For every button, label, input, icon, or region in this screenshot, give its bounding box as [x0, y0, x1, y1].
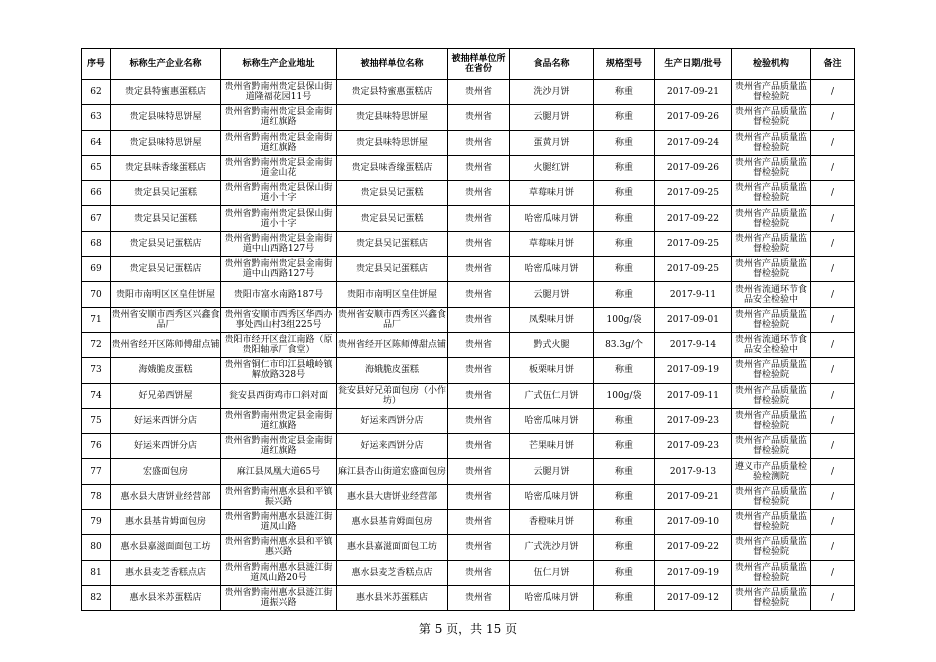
table-cell: 2017-09-21: [655, 80, 732, 105]
table-cell: /: [811, 307, 855, 332]
table-cell: /: [811, 80, 855, 105]
table-cell: 贵定县吴记蛋糕店: [111, 257, 221, 282]
table-cell: 称重: [594, 282, 655, 307]
table-cell: 云腿月饼: [510, 105, 594, 130]
table-cell: 贵州省产品质量监督检验院: [732, 358, 811, 383]
table-cell: 贵定县味特思饼屋: [337, 130, 448, 155]
table-cell: 66: [82, 181, 111, 206]
table-cell: 贵阳市南明区皇佳饼屋: [337, 282, 448, 307]
table-cell: 贵州省产品质量监督检验院: [732, 231, 811, 256]
table-cell: 贵州省: [448, 434, 510, 459]
table-cell: 贵州省: [448, 181, 510, 206]
table-cell: 贵定县味特思饼屋: [111, 105, 221, 130]
table-row: [82, 408, 855, 433]
table-cell: 贵定县味特思饼屋: [337, 105, 448, 130]
table-cell: 贵定县吴记蛋糕店: [337, 257, 448, 282]
table-cell: 贵定县吴记蛋糕店: [111, 231, 221, 256]
table-cell: 2017-09-25: [655, 181, 732, 206]
table-cell: 68: [82, 231, 111, 256]
table-cell: 贵州省: [448, 105, 510, 130]
table-cell: 哈密瓜味月饼: [510, 257, 594, 282]
table-cell: 2017-09-25: [655, 231, 732, 256]
table-cell: 惠水县米苏蛋糕店: [337, 585, 448, 610]
table-cell: 贵定县特蜜惠蛋糕店: [111, 80, 221, 105]
table-cell: 称重: [594, 535, 655, 560]
table-cell: 2017-9-14: [655, 332, 732, 357]
table-cell: 2017-09-23: [655, 434, 732, 459]
table-cell: 哈密瓜味月饼: [510, 206, 594, 231]
table-cell: 称重: [594, 510, 655, 535]
table-cell: 哈密瓜味月饼: [510, 408, 594, 433]
table-cell: 贵州省流通环节食品安全检验中: [732, 282, 811, 307]
table-cell: 惠水县大唐饼业经营部: [111, 484, 221, 509]
table-row: [82, 80, 855, 105]
col-header: 检验机构: [732, 49, 811, 80]
table-cell: 贵州省: [448, 383, 510, 408]
table-cell: 称重: [594, 206, 655, 231]
col-header: 备注: [811, 49, 855, 80]
table-cell: 贵州省: [448, 332, 510, 357]
table-cell: 贵州省: [448, 206, 510, 231]
table-cell: 好运来西饼分店: [111, 408, 221, 433]
table-cell: 称重: [594, 181, 655, 206]
table-cell: /: [811, 105, 855, 130]
table-cell: 67: [82, 206, 111, 231]
table-cell: 2017-09-01: [655, 307, 732, 332]
table-cell: 称重: [594, 257, 655, 282]
table-cell: 宏盛面包房: [111, 459, 221, 484]
table-cell: 称重: [594, 560, 655, 585]
table-cell: 贵州省黔南州贵定县金南街道中山西路127号: [221, 257, 337, 282]
table-cell: 火腿红饼: [510, 155, 594, 180]
table-row: [82, 105, 855, 130]
table-row: [82, 282, 855, 307]
table-cell: 称重: [594, 231, 655, 256]
table-cell: 伍仁月饼: [510, 560, 594, 585]
table-cell: 73: [82, 358, 111, 383]
col-header: 标称生产企业地址: [221, 49, 337, 80]
page-number: 第 5 页，共 15 页: [418, 622, 518, 636]
table-cell: 贵州省: [448, 585, 510, 610]
table-cell: 74: [82, 383, 111, 408]
table-cell: 好兄弟西饼屋: [111, 383, 221, 408]
table-cell: /: [811, 434, 855, 459]
table-cell: 77: [82, 459, 111, 484]
table-cell: /: [811, 181, 855, 206]
table-cell: /: [811, 408, 855, 433]
table-cell: 82: [82, 585, 111, 610]
table-cell: 惠水县麦芝香糕点店: [111, 560, 221, 585]
table-row: [82, 383, 855, 408]
table-cell: 贵州省产品质量监督检验院: [732, 155, 811, 180]
table-cell: 69: [82, 257, 111, 282]
table-cell: 80: [82, 535, 111, 560]
table-row: [82, 130, 855, 155]
table-cell: 贵州省产品质量监督检验院: [732, 105, 811, 130]
table-cell: 惠水县基肯姆面包房: [111, 510, 221, 535]
table-cell: 贵阳市经开区盘江南路（原贵阳轴承厂食堂）: [221, 332, 337, 357]
table-cell: 惠水县基肯姆面包房: [337, 510, 448, 535]
table-cell: 惠水县嘉滋面面包工坊: [111, 535, 221, 560]
table-cell: 83.3g/个: [594, 332, 655, 357]
table-cell: /: [811, 231, 855, 256]
table-cell: 76: [82, 434, 111, 459]
table-cell: 100g/袋: [594, 383, 655, 408]
table-cell: 贵州省产品质量监督检验院: [732, 383, 811, 408]
table-row: [82, 181, 855, 206]
table-cell: /: [811, 332, 855, 357]
table-cell: 好运来西饼分店: [337, 434, 448, 459]
table-cell: 芒果味月饼: [510, 434, 594, 459]
table-cell: 海娥脆皮蛋糕: [337, 358, 448, 383]
table-cell: 贵州省产品质量监督检验院: [732, 535, 811, 560]
table-cell: /: [811, 282, 855, 307]
table-cell: 好运来西饼分店: [111, 434, 221, 459]
table-cell: 云腿月饼: [510, 282, 594, 307]
table-cell: 贵州省产品质量监督检验院: [732, 206, 811, 231]
table-row: [82, 257, 855, 282]
table-cell: 惠水县米苏蛋糕店: [111, 585, 221, 610]
table-cell: 贵州省: [448, 358, 510, 383]
col-header: 被抽样单位所在省份: [448, 49, 510, 80]
table-row: [82, 535, 855, 560]
table-cell: 贵州省: [448, 459, 510, 484]
table-cell: /: [811, 484, 855, 509]
table-cell: 草莓味月饼: [510, 181, 594, 206]
table-row: [82, 459, 855, 484]
table-cell: 65: [82, 155, 111, 180]
table-cell: 贵州省安顺市西秀区华西办事处西山村3组225号: [221, 307, 337, 332]
table-cell: 贵州省: [448, 80, 510, 105]
table-cell: 2017-09-25: [655, 257, 732, 282]
table-cell: 2017-09-11: [655, 383, 732, 408]
table-cell: 凤梨味月饼: [510, 307, 594, 332]
table-cell: 贵州省黔南州贵定县金南街道红旗路: [221, 105, 337, 130]
col-header: 被抽样单位名称: [337, 49, 448, 80]
table-cell: 贵州省黔南州惠水县涟江街道凤山路20号: [221, 560, 337, 585]
table-cell: 贵州省流通环节食品安全检验中: [732, 332, 811, 357]
table-cell: 79: [82, 510, 111, 535]
table-cell: 2017-09-26: [655, 105, 732, 130]
table-cell: 贵州省黔南州贵定县保山街道隆福花园11号: [221, 80, 337, 105]
table-cell: 称重: [594, 459, 655, 484]
table-cell: 贵州省产品质量监督检验院: [732, 585, 811, 610]
table-cell: 72: [82, 332, 111, 357]
table-cell: 2017-09-19: [655, 560, 732, 585]
table-cell: 75: [82, 408, 111, 433]
table-cell: /: [811, 535, 855, 560]
table-cell: 香橙味月饼: [510, 510, 594, 535]
table-cell: 贵定县吴记蛋糕店: [337, 231, 448, 256]
table-cell: 78: [82, 484, 111, 509]
table-cell: 贵定县吴记蛋糕: [337, 181, 448, 206]
table-cell: 贵州省黔南州贵定县金南街道红旗路: [221, 130, 337, 155]
table-cell: 海娥脆皮蛋糕: [111, 358, 221, 383]
table-cell: 称重: [594, 358, 655, 383]
table-row: [82, 155, 855, 180]
table-cell: 贵定县特蜜惠蛋糕店: [337, 80, 448, 105]
table-cell: 惠水县大唐饼业经营部: [337, 484, 448, 509]
table-cell: 贵州省: [448, 408, 510, 433]
table-cell: 贵州省: [448, 282, 510, 307]
table-cell: 麻江县凤凰大道65号: [221, 459, 337, 484]
table-cell: 贵州省铜仁市印江县峨岭镇解放路328号: [221, 358, 337, 383]
table-row: [82, 206, 855, 231]
table-cell: 贵州省安顺市西秀区兴鑫食品厂: [337, 307, 448, 332]
table-cell: 贵州省: [448, 257, 510, 282]
table-cell: 贵州省: [448, 560, 510, 585]
table-cell: 63: [82, 105, 111, 130]
table-row: [82, 560, 855, 585]
table-row: [82, 231, 855, 256]
table-cell: 贵州省黔南州惠水县和平镇振兴路: [221, 484, 337, 509]
table-row: [82, 484, 855, 509]
table-cell: 贵州省产品质量监督检验院: [732, 434, 811, 459]
table-cell: 2017-09-10: [655, 510, 732, 535]
table-cell: 2017-09-21: [655, 484, 732, 509]
table-cell: 洗沙月饼: [510, 80, 594, 105]
table-cell: 贵州省黔南州贵定县保山街道小十字: [221, 206, 337, 231]
table-cell: 71: [82, 307, 111, 332]
table-cell: 贵定县吴记蛋糕: [111, 206, 221, 231]
table-cell: /: [811, 560, 855, 585]
col-header: 食品名称: [510, 49, 594, 80]
table-cell: 贵州省黔南州贵定县金南街道中山西路127号: [221, 231, 337, 256]
table-cell: 贵州省产品质量监督检验院: [732, 130, 811, 155]
table-cell: 2017-09-22: [655, 535, 732, 560]
table-cell: 瓮安县西街鸡市口斜对面: [221, 383, 337, 408]
table-cell: 2017-09-26: [655, 155, 732, 180]
table-cell: 2017-09-24: [655, 130, 732, 155]
table-cell: 贵州省黔南州贵定县金南街道红旗路: [221, 434, 337, 459]
table-cell: 贵州省产品质量监督检验院: [732, 408, 811, 433]
table-cell: 惠水县嘉滋面面包工坊: [337, 535, 448, 560]
table-cell: 哈密瓜味月饼: [510, 484, 594, 509]
table-row: [82, 434, 855, 459]
table-cell: 贵州省黔南州贵定县保山街道小十字: [221, 181, 337, 206]
table-cell: 惠水县麦芝香糕点店: [337, 560, 448, 585]
table-cell: 贵州省: [448, 484, 510, 509]
table-cell: 2017-09-23: [655, 408, 732, 433]
inspection-table: [81, 48, 855, 611]
table-cell: 2017-9-11: [655, 282, 732, 307]
table-cell: 哈密瓜味月饼: [510, 585, 594, 610]
table-cell: 麻江县杏山街道宏盛面包房: [337, 459, 448, 484]
table-cell: 贵州省: [448, 231, 510, 256]
table-cell: 瓮安县好兄弟面包房（小作坊）: [337, 383, 448, 408]
table-cell: 贵州省: [448, 130, 510, 155]
table-cell: 贵定县味特思饼屋: [111, 130, 221, 155]
table-row: [82, 358, 855, 383]
table-cell: 贵州省产品质量监督检验院: [732, 560, 811, 585]
table-cell: /: [811, 206, 855, 231]
table-cell: 草莓味月饼: [510, 231, 594, 256]
table-cell: 云腿月饼: [510, 459, 594, 484]
table-cell: 贵定县味香缘蛋糕店: [111, 155, 221, 180]
table-cell: 好运来西饼分店: [337, 408, 448, 433]
table-cell: /: [811, 358, 855, 383]
table-cell: 贵阳市富水南路187号: [221, 282, 337, 307]
table-cell: 贵阳市南明区区皇佳饼屋: [111, 282, 221, 307]
table-cell: 贵州省: [448, 510, 510, 535]
table-cell: 广式洗沙月饼: [510, 535, 594, 560]
table-cell: 81: [82, 560, 111, 585]
table-cell: 贵定县吴记蛋糕: [111, 181, 221, 206]
table-cell: 100g/袋: [594, 307, 655, 332]
col-header: 生产日期/批号: [655, 49, 732, 80]
table-cell: 贵州省产品质量监督检验院: [732, 484, 811, 509]
table-cell: 称重: [594, 105, 655, 130]
table-cell: /: [811, 459, 855, 484]
table-cell: 称重: [594, 130, 655, 155]
table-cell: 贵州省: [448, 155, 510, 180]
table-row: [82, 332, 855, 357]
table-cell: 64: [82, 130, 111, 155]
table-cell: 2017-09-12: [655, 585, 732, 610]
table-cell: /: [811, 155, 855, 180]
table-cell: 2017-09-22: [655, 206, 732, 231]
table-cell: 称重: [594, 80, 655, 105]
table-cell: 贵州省黔南州惠水县涟江街道凤山路: [221, 510, 337, 535]
table-cell: 70: [82, 282, 111, 307]
table-cell: 62: [82, 80, 111, 105]
table-cell: 称重: [594, 155, 655, 180]
table-cell: 称重: [594, 408, 655, 433]
table-cell: /: [811, 130, 855, 155]
table-cell: 广式伍仁月饼: [510, 383, 594, 408]
table-cell: 贵定县味香缘蛋糕店: [337, 155, 448, 180]
table-cell: 蛋黄月饼: [510, 130, 594, 155]
table-row: [82, 585, 855, 610]
table-cell: 贵州省黔南州贵定县金南街道红旗路: [221, 408, 337, 433]
table-cell: 贵州省黔南州贵定县金南街道金山花: [221, 155, 337, 180]
table-cell: 称重: [594, 434, 655, 459]
col-header: 序号: [82, 49, 111, 80]
table-cell: /: [811, 383, 855, 408]
table-cell: 贵州省黔南州惠水县和平镇惠兴路: [221, 535, 337, 560]
table-cell: 称重: [594, 585, 655, 610]
header-row: [82, 49, 855, 80]
col-header: 标称生产企业名称: [111, 49, 221, 80]
table-cell: 黔式火腿: [510, 332, 594, 357]
table-cell: /: [811, 585, 855, 610]
table-row: [82, 510, 855, 535]
table-cell: 板栗味月饼: [510, 358, 594, 383]
table-cell: 贵州省经开区陈师傅甜点铺: [337, 332, 448, 357]
table-cell: 2017-09-19: [655, 358, 732, 383]
table-cell: 贵州省: [448, 307, 510, 332]
table-cell: 遵义市产品质量检验检测院: [732, 459, 811, 484]
table-cell: 2017-9-13: [655, 459, 732, 484]
table-cell: 贵州省产品质量监督检验院: [732, 181, 811, 206]
col-header: 规格型号: [594, 49, 655, 80]
table-cell: /: [811, 257, 855, 282]
table-cell: 贵州省: [448, 535, 510, 560]
table-cell: 贵州省安顺市西秀区兴鑫食品厂: [111, 307, 221, 332]
table-cell: /: [811, 510, 855, 535]
table-cell: 称重: [594, 484, 655, 509]
table-row: [82, 307, 855, 332]
table-cell: 贵州省产品质量监督检验院: [732, 510, 811, 535]
table-cell: 贵州省产品质量监督检验院: [732, 307, 811, 332]
table-cell: 贵州省产品质量监督检验院: [732, 257, 811, 282]
table-cell: 贵州省产品质量监督检验院: [732, 80, 811, 105]
table-cell: 贵定县吴记蛋糕: [337, 206, 448, 231]
table-cell: 贵州省黔南州惠水县涟江街道振兴路: [221, 585, 337, 610]
table-cell: 贵州省经开区陈师傅甜点铺: [111, 332, 221, 357]
